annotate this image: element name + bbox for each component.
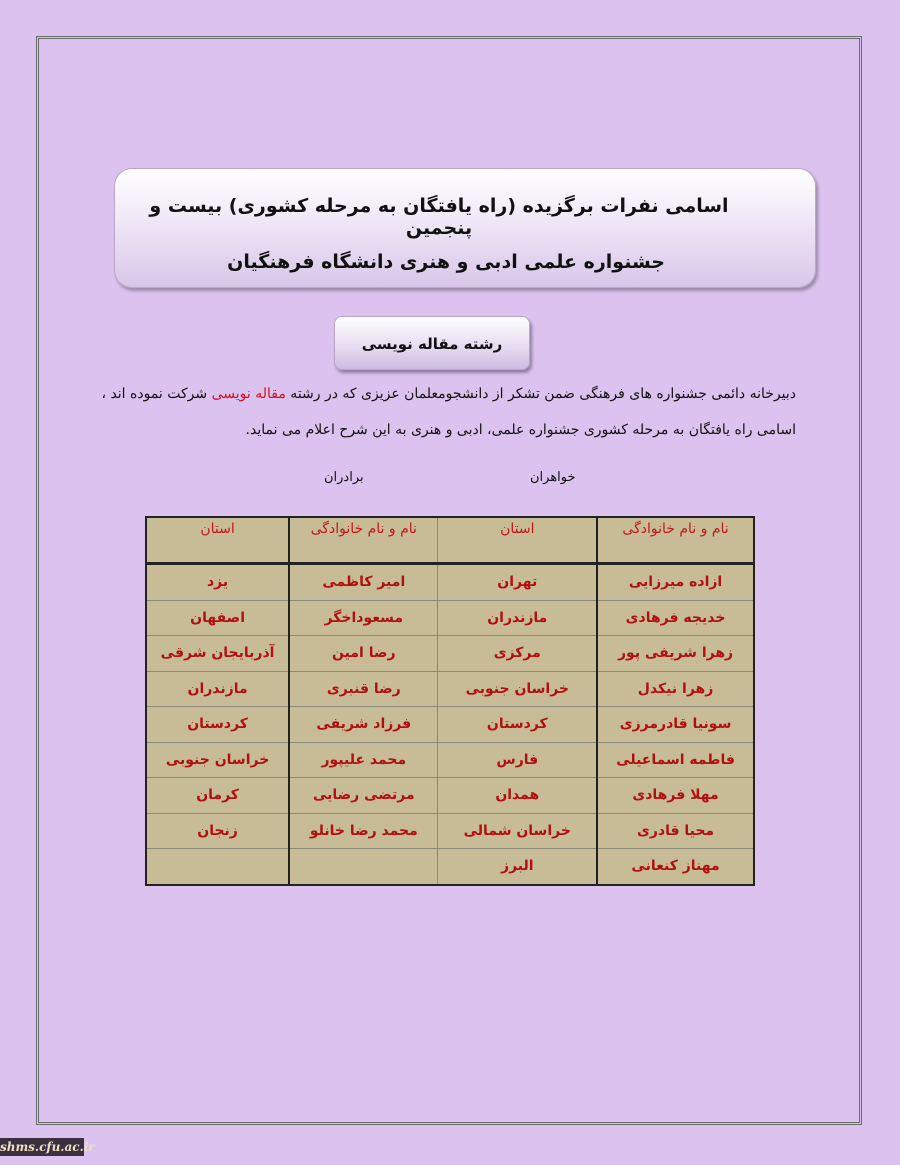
brother-name-cell: رضا قنبری [289,671,438,707]
sister-province-cell: خراسان جنوبی [438,671,597,707]
title-box [114,168,816,288]
table-row [146,564,754,601]
sister-province-cell: البرز [438,849,597,885]
sister-province-cell: مرکزی [438,636,597,672]
sister-province-cell: مازندران [438,600,597,636]
brother-province-cell: آذربایجان شرقی [146,636,289,672]
brother-province-cell: خراسان جنوبی [146,742,289,778]
brothers-label: برادران [324,470,364,485]
sister-name-cell: محیا قادری [597,813,754,849]
brother-name-cell: محمد رضا خانلو [289,813,438,849]
brother-province-cell: زنجان [146,813,289,849]
intro-highlight: مقاله نویسی [211,386,286,402]
sister-name-cell: زهرا نیکدل [597,671,754,707]
table-row [146,813,754,849]
sister-province-cell: خراسان شمالی [438,813,597,849]
table-row [146,600,754,636]
sister-province-cell: کردستان [438,707,597,743]
table-row [146,849,754,885]
brother-name-cell: فرزاد شریفی [289,707,438,743]
brother-province-cell: یزد [146,564,289,601]
table-row [146,707,754,743]
header-brother-name: نام و نام خانوادگی [289,517,438,564]
brother-name-cell: مسعوداخگر [289,600,438,636]
winners-table [145,516,755,886]
sister-province-cell: فارس [438,742,597,778]
table-row [146,742,754,778]
sister-province-cell: تهران [438,564,597,601]
table-row [146,636,754,672]
sister-name-cell: مهلا فرهادی [597,778,754,814]
intro-line-1 [96,386,796,402]
brother-name-cell: امیر کاظمی [289,564,438,601]
sister-name-cell: خدیجه فرهادی [597,600,754,636]
brother-name-cell: محمد علیپور [289,742,438,778]
table-row [146,671,754,707]
brother-province-cell: اصفهان [146,600,289,636]
brother-name-cell [289,849,438,885]
title-line-2: جشنواره علمی ادبی و هنری دانشگاه فرهنگیان [227,251,665,273]
sister-name-cell: مهناز کنعانی [597,849,754,885]
header-sister-province: استان [438,517,597,564]
brother-name-cell: مرتضی رضایی [289,778,438,814]
title-line-1: اسامی نفرات برگزیده (راه یافتگان به مرحله کشوری) بیست و پنجمین [149,195,729,239]
brother-name-cell: رضا امین [289,636,438,672]
sisters-label: خواهران [530,470,576,485]
category-label: رشته مقاله نویسی [334,316,530,370]
site-logo: shms.cfu.ac.ir [0,1140,95,1154]
brother-province-cell: کردستان [146,707,289,743]
brother-province-cell: کرمان [146,778,289,814]
sister-name-cell: فاطمه اسماعیلی [597,742,754,778]
sister-name-cell: سونیا قادرمرزی [597,707,754,743]
intro-text-end: شرکت نموده اند ، [101,386,212,402]
intro-line-2: اسامی راه یافتگان به مرحله کشوری جشنواره علمی، ادبی و هنری به این شرح اعلام می نماید. [245,422,796,438]
intro-text: دبیرخانه دائمی جشنواره های فرهنگی ضمن تشکر از دانشجومعلمان عزیزی که در رشته [285,386,796,402]
brother-province-cell [146,849,289,885]
table-header-row [146,517,754,564]
sister-name-cell: ازاده میرزایی [597,564,754,601]
table-row [146,778,754,814]
sister-province-cell: همدان [438,778,597,814]
sister-name-cell: زهرا شریفی پور [597,636,754,672]
header-sister-name: نام و نام خانوادگی [597,517,754,564]
brother-province-cell: مازندران [146,671,289,707]
header-brother-province: استان [146,517,289,564]
